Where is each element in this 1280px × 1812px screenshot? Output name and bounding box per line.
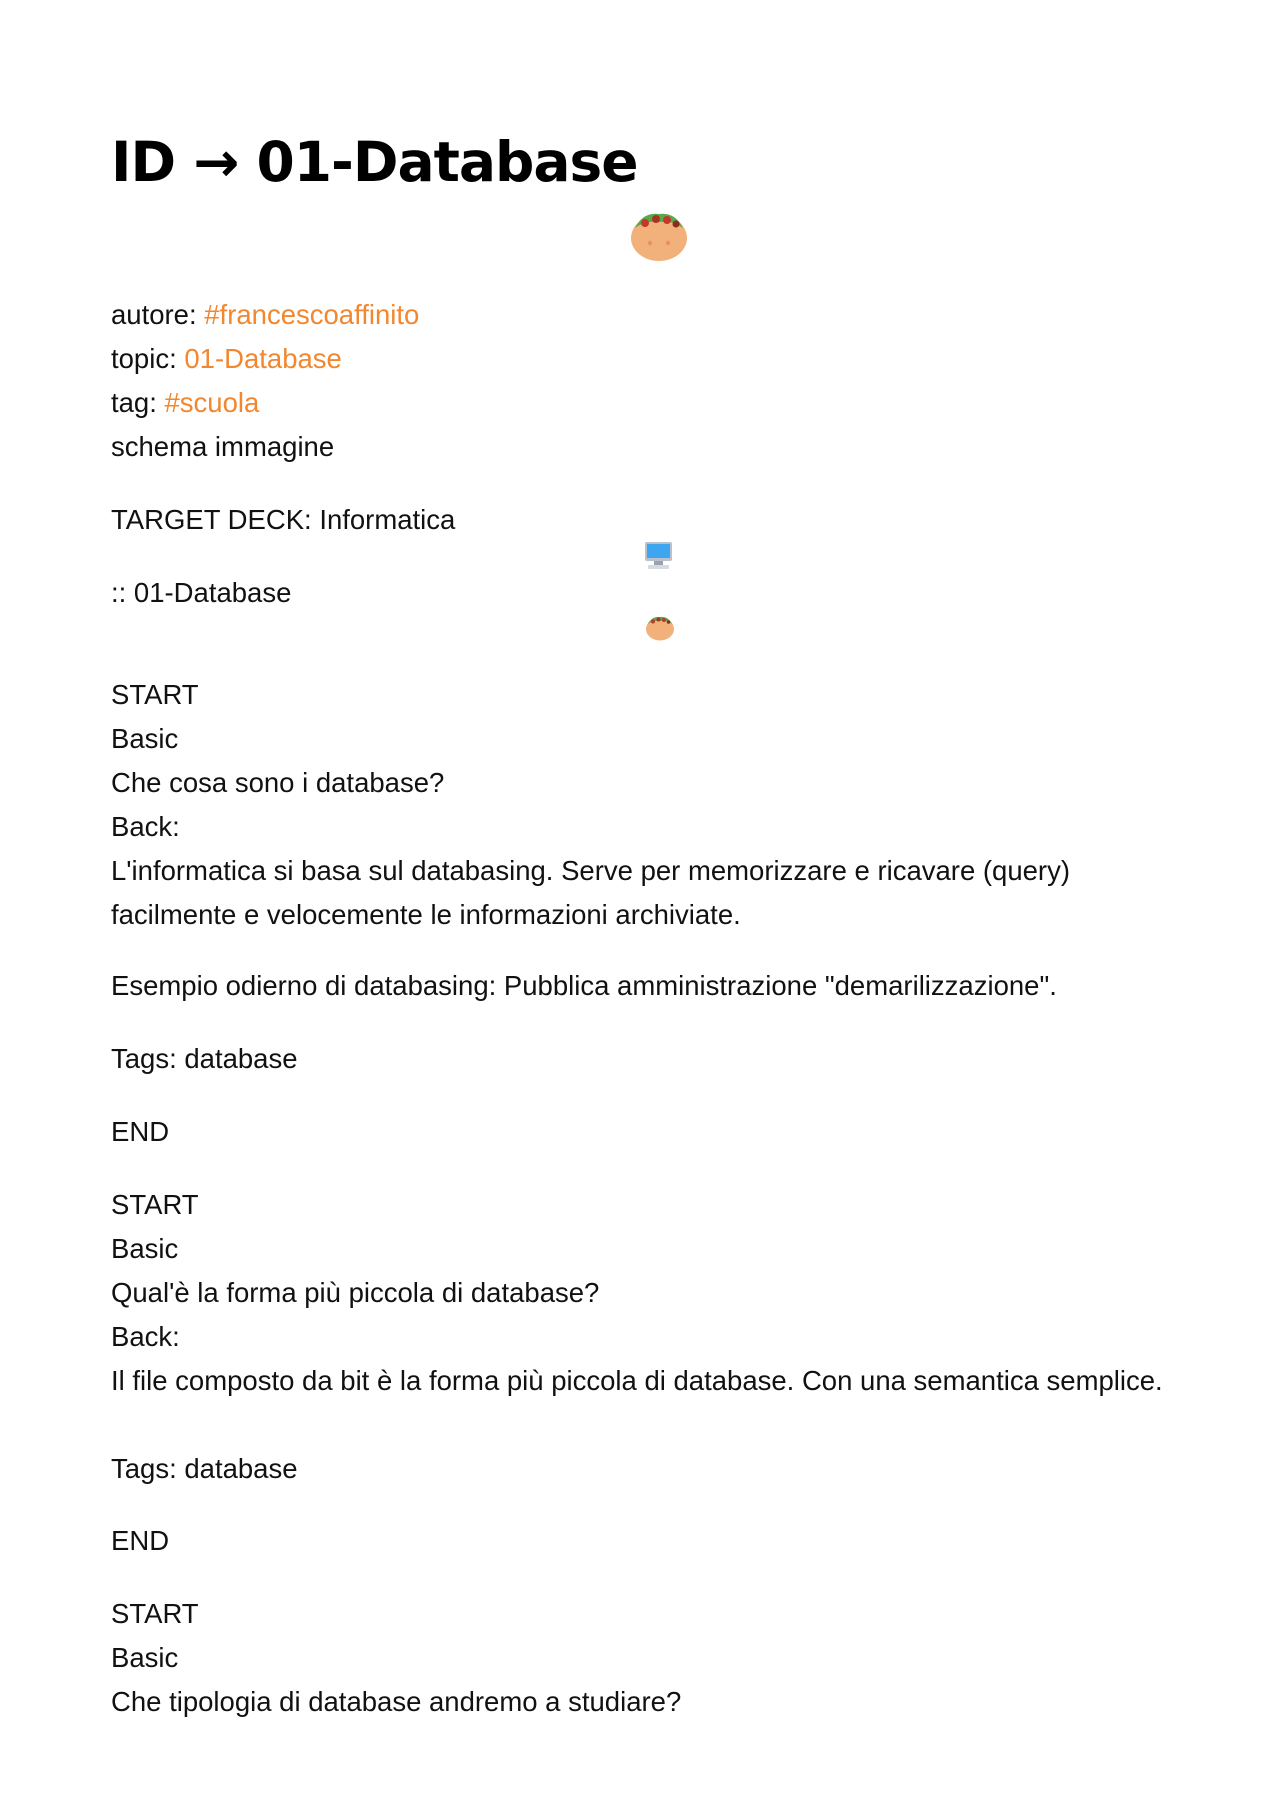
burrito-icon <box>629 206 689 262</box>
schema-text: schema immagine <box>111 431 335 462</box>
card-type: Basic <box>111 1642 179 1673</box>
tag-line <box>111 385 259 421</box>
card-type: Basic <box>111 1233 179 1264</box>
card-tags: Tags: database <box>111 1453 298 1484</box>
card-answer: L'informatica si basa sul databasing. Serve per memorizzare e ricavare (query) facilmente e velocemente le informazioni archiviate. <box>111 855 1070 930</box>
author-label: autore: <box>111 299 197 330</box>
computer-icon <box>643 540 674 571</box>
card-back-label: Back: <box>111 1321 180 1352</box>
card-start: START <box>111 1189 199 1220</box>
target-deck: TARGET DECK: Informatica <box>111 504 456 535</box>
card-back-label: Back: <box>111 811 180 842</box>
author-line <box>111 297 419 333</box>
card-start: START <box>111 679 199 710</box>
card-question: Qual'è la forma più piccola di database? <box>111 1277 600 1308</box>
card-type: Basic <box>111 723 179 754</box>
card-question: Che cosa sono i database? <box>111 767 445 798</box>
card-start: START <box>111 1598 199 1629</box>
topic-label: topic: <box>111 343 177 374</box>
card-tags: Tags: database <box>111 1043 298 1074</box>
topic-link[interactable]: 01-Database <box>184 343 342 374</box>
card-example: Esempio odierno di databasing: Pubblica amministrazione "demarilizzazione". <box>111 970 1057 1001</box>
page-title: ID → 01-Database <box>111 130 638 194</box>
burrito-small-icon <box>645 613 675 641</box>
topic-line <box>111 341 342 377</box>
card-question: Che tipologia di database andremo a studiare? <box>111 1686 682 1717</box>
tag-label: tag: <box>111 387 157 418</box>
author-tag-link[interactable]: #francescoaffinito <box>204 299 420 330</box>
card-end: END <box>111 1116 170 1147</box>
card-answer: Il file composto da bit è la forma più piccola di database. Con una semantica semplice. <box>111 1365 1163 1396</box>
card-end: END <box>111 1525 170 1556</box>
deck-name: :: 01-Database <box>111 577 292 608</box>
school-tag-link[interactable]: #scuola <box>164 387 260 418</box>
